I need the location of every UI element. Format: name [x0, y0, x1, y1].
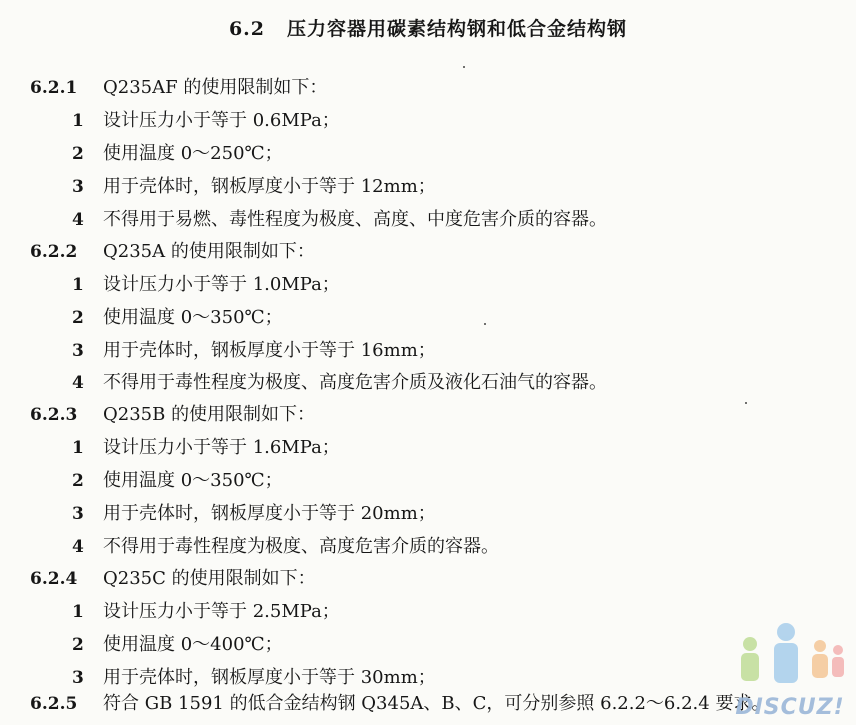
item-number: 2 — [72, 471, 84, 491]
item-number: 1 — [72, 438, 84, 458]
item-number: 2 — [72, 308, 84, 328]
item-text: 不得用于易燃、毒性程度为极度、高度、中度危害介质的容器。 — [103, 209, 607, 230]
item-number: 1 — [72, 111, 84, 131]
item-text: 设计压力小于等于 1.0MPa； — [103, 274, 340, 295]
item-number: 3 — [72, 177, 84, 197]
item-number: 2 — [72, 635, 84, 655]
clause-text: Q235B 的使用限制如下： — [103, 404, 316, 425]
watermark-logo — [728, 620, 852, 720]
people-logo-icon — [728, 620, 852, 698]
item-text: 使用温度 0～350℃； — [103, 307, 283, 328]
item-text: 用于壳体时，钢板厚度小于等于 20mm； — [103, 503, 436, 524]
clause-number: 6.2.3 — [30, 405, 78, 425]
item-text: 设计压力小于等于 2.5MPa； — [103, 601, 340, 622]
item-text: 用于壳体时，钢板厚度小于等于 16mm； — [103, 340, 436, 361]
section-title: 压力容器用碳素结构钢和低合金结构钢 — [287, 18, 628, 40]
item-text: 用于壳体时，钢板厚度小于等于 30mm； — [103, 667, 436, 688]
clause-text: Q235AF 的使用限制如下： — [103, 77, 328, 98]
item-text: 不得用于毒性程度为极度、高度危害介质的容器。 — [103, 536, 499, 557]
clause-text: Q235C 的使用限制如下： — [103, 568, 316, 589]
item-text: 使用温度 0～250℃； — [103, 143, 283, 164]
scan-speck — [745, 402, 747, 404]
scan-speck — [484, 323, 486, 325]
item-text: 不得用于毒性程度为极度、高度危害介质及液化石油气的容器。 — [103, 372, 607, 393]
section-number: 6.2 — [228, 18, 266, 40]
watermark-text: DISCUZ! — [735, 695, 845, 720]
item-number: 3 — [72, 504, 84, 524]
clause-number: 6.2.2 — [30, 242, 78, 262]
item-number: 4 — [72, 210, 84, 230]
clause-number: 6.2.1 — [30, 78, 78, 98]
clause-text: Q235A 的使用限制如下： — [103, 241, 315, 262]
item-text: 设计压力小于等于 1.6MPa； — [103, 437, 340, 458]
item-text: 用于壳体时，钢板厚度小于等于 12mm； — [103, 176, 436, 197]
item-number: 4 — [72, 537, 84, 557]
item-text: 使用温度 0～400℃； — [103, 634, 283, 655]
item-number: 1 — [72, 275, 84, 295]
item-text: 设计压力小于等于 0.6MPa； — [103, 110, 340, 131]
scan-speck — [463, 66, 465, 68]
item-number: 2 — [72, 144, 84, 164]
item-number: 1 — [72, 602, 84, 622]
clause-number: 6.2.4 — [30, 569, 78, 589]
clause-number: 6.2.5 — [30, 694, 78, 714]
clause-text: 符合 GB 1591 的低合金结构钢 Q345A、B、C，可分别参照 6.2.2～6.2.4 要求。 — [103, 693, 770, 714]
item-number: 3 — [72, 668, 84, 688]
item-number: 4 — [72, 373, 84, 393]
item-number: 3 — [72, 341, 84, 361]
item-text: 使用温度 0～350℃； — [103, 470, 283, 491]
section-heading — [0, 14, 856, 41]
